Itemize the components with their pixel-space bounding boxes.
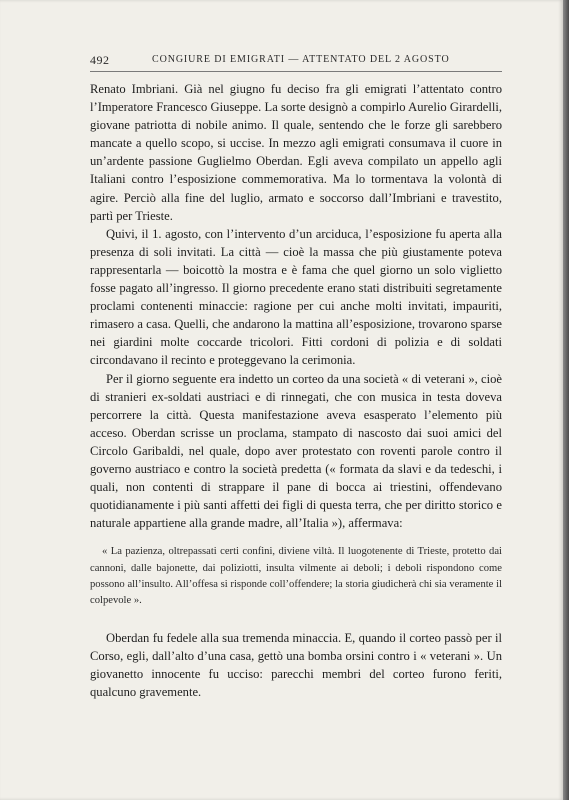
running-title: CONGIURE DI EMIGRATI — ATTENTATO DEL 2 AGOSTO [152,54,450,65]
paragraph-1: Renato Imbriani. Già nel giugno fu deciso fra gli emigrati l’attentato contro l’Imperatore Francesco Giuseppe. La sorte designò a compirlo Aurelio Girardelli, giovane patriotta di nobile animo. Il quale, sentendo che le forze gli sarebbero mancate a quello scopo, si uccise. In mezzo agli emigrati consumava il cuore in un’ardente passione Guglielmo Oberdan. Egli aveva compilato un appello agli Italiani contro l’esposizione commemorativa. Ma lo tormentava la volontà di agire. Perciò alla fine del luglio, armato e soccorso dall’Imbriani e travestito, partì per Trieste. [90,82,502,223]
header-rule [90,71,502,72]
running-head [90,53,502,69]
paragraph-3: Per il giorno seguente era indetto un corteo da una società « di veterani », cioè di stranieri ex-soldati austriaci e di rinnegati, che con musica in testa doveva percorrere la città. Questa manifestazione aveva esasperato l’elemento più acceso. Oberdan scrisse un proclama, stampato di nascosto dai suoi amici del Circolo Garibaldi, nel quale, dopo aver protestato con roventi parole contro il governo austriaco e contro la società predetta (« formata da slavi e da tedeschi, i quali, non contenti di strappare il pane di bocca ai triestini, offendevano quotidianamente i più santi affetti dei figli di questa terra, che per diritto storico e naturale appartiene alla grande madre, all’Italia »), affermava: [90,371,502,531]
page-edge [563,0,569,800]
page-number: 492 [90,53,110,67]
block-quote: « La pazienza, oltrepassati certi confini, diviene viltà. Il luogotenente di Trieste, protetto dai cannoni, dalle bajonette, dai poliziotti, insulta vilmente ai deboli; i deboli rispondono come possono all’insulto. All’offesa si risponde coll’offendere; la storia giudicherà chi sia veramente il colpevole ». [90,546,502,606]
paragraph-closing: Oberdan fu fedele alla sua tremenda minaccia. E, quando il corteo passò per il Corso, egli, dall’alto d’una casa, gettò una bomba orsini contro i « veterani ». Un giovanetto innocente fu ucciso: parecchi membri del corteo furono feriti, qualcuno gravemente. [90,631,502,700]
paragraph-2: Quivi, il 1. agosto, con l’intervento d’un arciduca, l’esposizione fu aperta alla presenza di soli invitati. La città — cioè la massa che più giustamente poteva rappresentarla — boicottò la mostra e è fama che quel giorno un solo viglietto fosse pagato all’ingresso. Il giorno precedente erano stati distribuiti segretamente proclami contenenti minaccie: ragione per cui anche molti invitati, impauriti, rimasero a casa. Quelli, che andarono la mattina all’esposizione, trovarono sparse nei giardini molte coccarde tricolori. Fitti cordoni di polizia e di soldati circondavano il recinto e proteggevano la cerimonia. [90,226,502,368]
body-text [90,80,502,702]
